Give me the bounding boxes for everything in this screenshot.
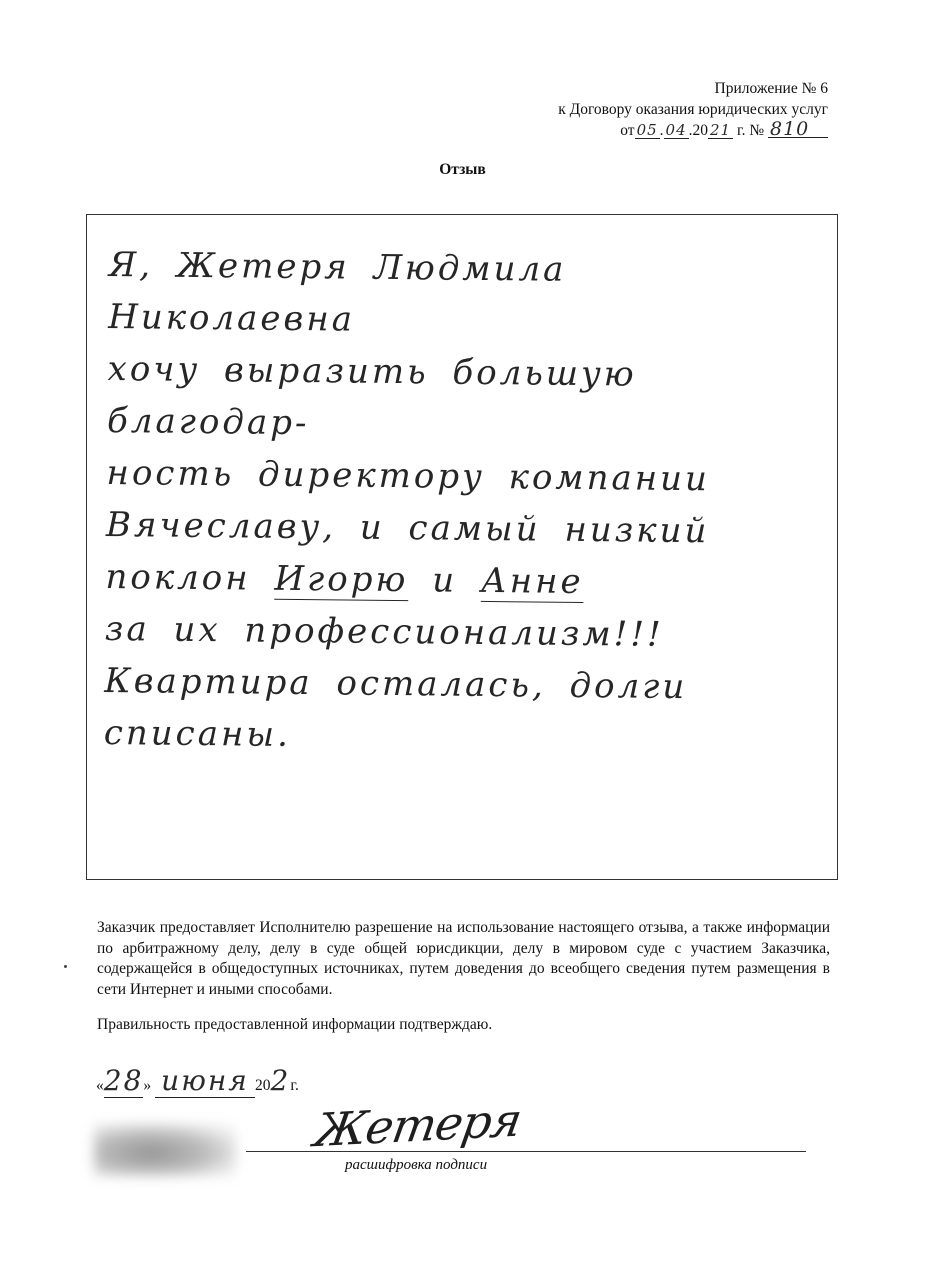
confirmation-text: Правильность предоставленной информации подтверждаю. xyxy=(97,1016,493,1033)
signature-month: июня xyxy=(155,1064,255,1098)
attachment-number: Приложение № 6 xyxy=(714,80,828,97)
review-line: ность директору компании xyxy=(106,452,711,500)
page-title: Отзыв xyxy=(439,161,486,178)
review-line: Я, Жетеря Людмила Николаевна xyxy=(107,244,567,340)
date-year-suffix: 21 xyxy=(710,121,732,139)
redacted-signature-area xyxy=(94,1124,236,1176)
signature-line xyxy=(246,1151,806,1152)
review-line: списаны. xyxy=(103,712,292,755)
review-handwritten-text xyxy=(104,239,824,766)
review-name-underlined: Игорю xyxy=(274,558,409,601)
date-month: 04 xyxy=(665,121,687,139)
handwritten-signature: Жетеря xyxy=(310,1092,525,1158)
scan-speck xyxy=(64,965,67,968)
from-prefix: от xyxy=(620,122,635,139)
year-label: г. xyxy=(290,1077,299,1094)
number-label: г. № xyxy=(736,122,765,139)
review-line: Вячеславу, и самый низкий xyxy=(105,504,710,552)
review-line: за их профессионализм!!! xyxy=(104,608,664,655)
signature-caption: расшифровка подписи xyxy=(345,1157,488,1173)
review-line-names xyxy=(105,551,821,610)
review-line: хочу выразить большую благодар- xyxy=(106,348,637,444)
contract-reference: к Договору оказания юридических услуг xyxy=(558,101,828,118)
close-quote: » xyxy=(143,1077,152,1094)
contract-date-line: от 05 . 04 .20 21 г. № 810 xyxy=(558,120,828,141)
review-word: поклон xyxy=(105,556,251,599)
year-prefix: 20 xyxy=(255,1077,271,1094)
open-quote: « xyxy=(96,1077,104,1094)
signature-date xyxy=(96,1064,299,1098)
review-line: Квартира осталась, долги xyxy=(104,660,688,708)
consent-paragraph: Заказчик предоставляет Исполнителю разрешение на использование настоящего отзыва, а также информации по арбитражному делу, делу в суде общей юрисдикции, делу в мировом суде с участием Заказчика, содержащейся в общедоступных источниках, путем доведения до всеобщего сведения путем размещения в сети Интернет и иными способами. xyxy=(97,919,830,998)
review-name-underlined: Анне xyxy=(480,560,584,602)
review-word: и xyxy=(432,560,458,601)
signature-year-suffix: 2 xyxy=(270,1064,291,1097)
date-day: 05 xyxy=(636,121,658,139)
date-year-prefix: 20 xyxy=(692,122,708,139)
signature-day: 28 xyxy=(103,1064,144,1097)
contract-number: 810 xyxy=(768,121,828,138)
attachment-header xyxy=(558,78,828,141)
review-box xyxy=(86,214,838,880)
